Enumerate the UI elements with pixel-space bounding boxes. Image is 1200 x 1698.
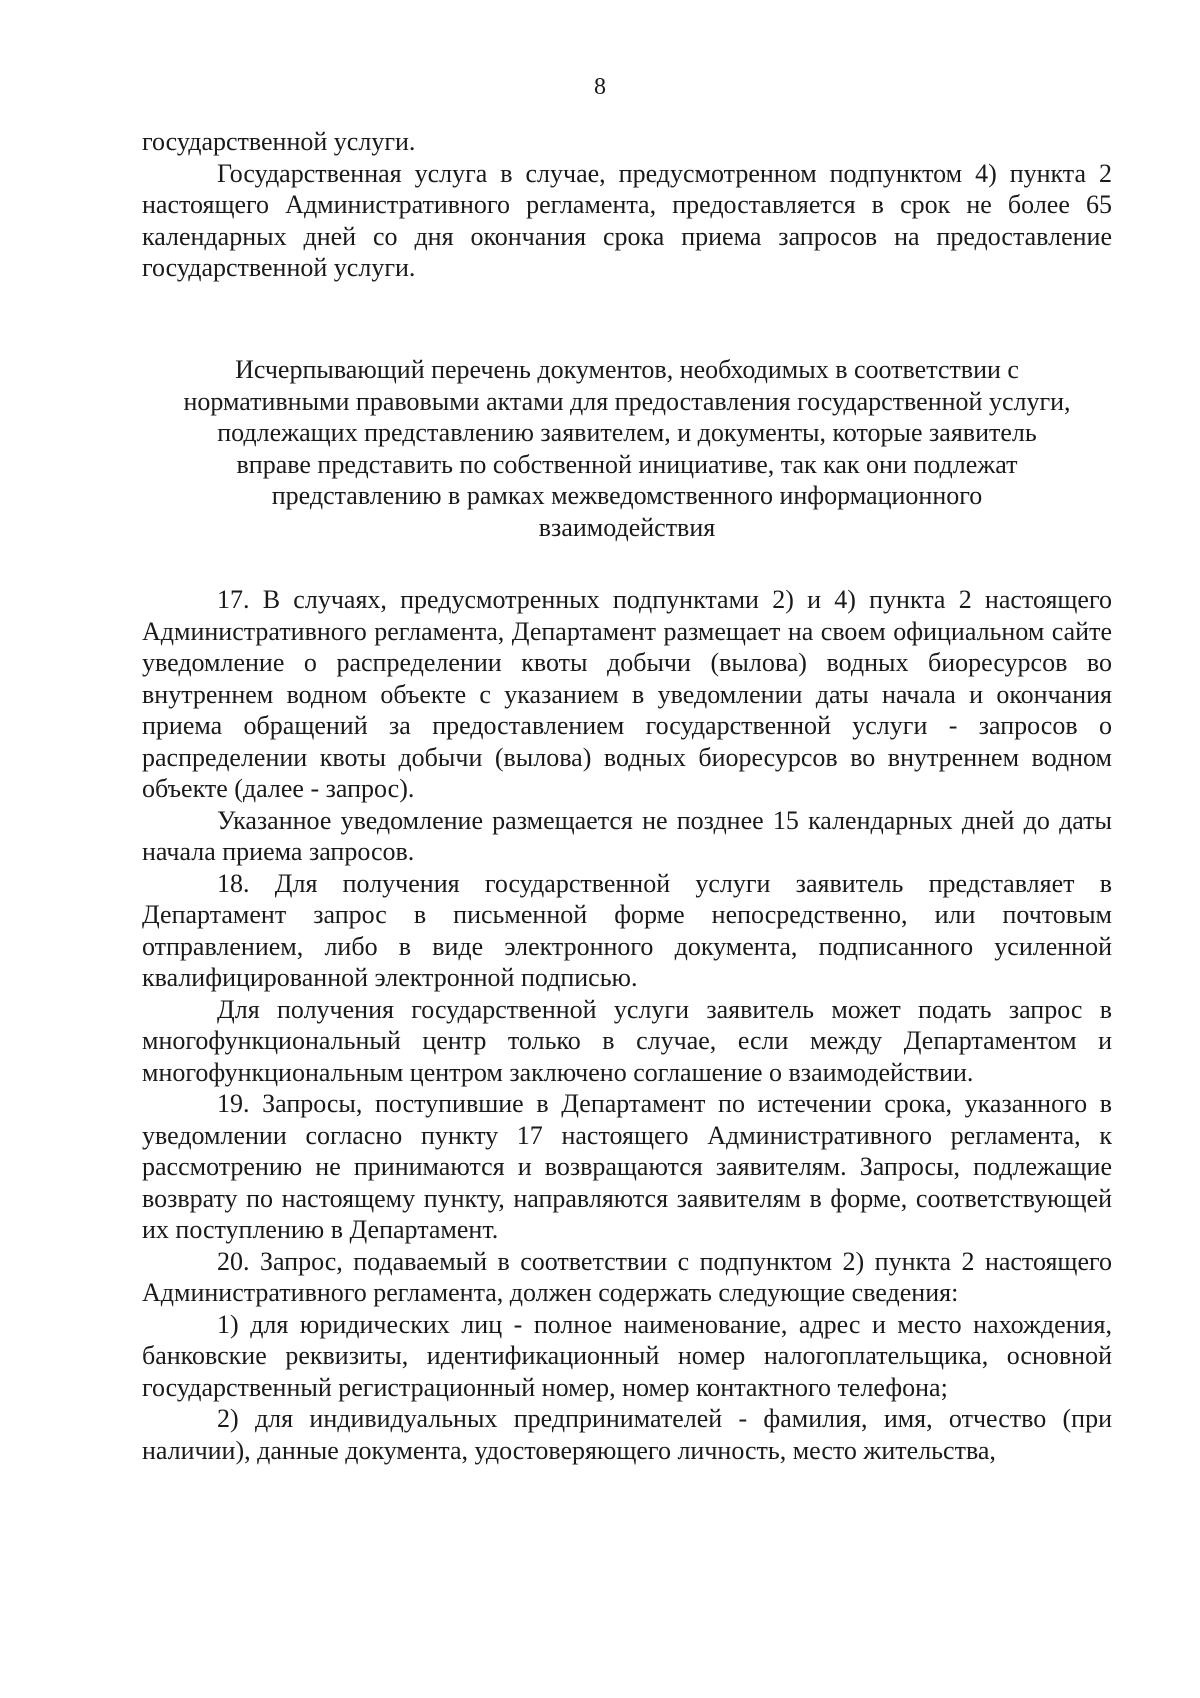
intro-block bbox=[142, 126, 1112, 284]
section-heading-line: вправе представить по собственной инициативе, так как они подлежат bbox=[236, 449, 1018, 479]
paragraph-17: 17. В случаях, предусмотренных подпунктами 2) и 4) пункта 2 настоящего Административного регламента, Департамент размещает на своем официальном сайте уведомление о распределении квоты добычи (вылова) водных биоресурсов во внутреннем водном объекте с указанием в уведомлении даты начала и окончания приема обращений за предоставлением государственной услуги - запросов о распределении квоты добычи (вылова) водных биоресурсов во внутреннем водном объекте (далее - запрос). bbox=[142, 585, 1112, 803]
section-heading-line: подлежащих представлению заявителем, и документы, которые заявитель bbox=[217, 418, 1037, 447]
section-heading-line: нормативными правовыми актами для предоставления государственной услуги, bbox=[183, 386, 1071, 416]
main-text-block bbox=[142, 584, 1112, 1466]
page-number: 8 bbox=[594, 74, 606, 100]
intro-paragraph: Государственная услуга в случае, предусмотренном подпунктом 4) пункта 2 настоящего Административного регламента, предоставляется в срок не более 65 календарных дней со дня окончания срока приема запросов на предоставление государственной услуги. bbox=[142, 158, 1112, 282]
paragraph-18: 18. Для получения государственной услуги заявитель представляет в Департамент запрос в письменной форме непосредственно, или почтовым отправлением, либо в виде электронного документа, подписанного усиленной квалифицированной электронной подписью. bbox=[142, 868, 1112, 992]
section-heading-line: взаимодействия bbox=[538, 512, 716, 542]
intro-paragraph: государственной услуги. bbox=[142, 127, 416, 156]
list-item-entrepreneurs: 2) для индивидуальных предпринимателей - фамилия, имя, отчество (при наличии), данные документа, удостоверяющего личность, место жительства, bbox=[142, 1404, 1112, 1465]
paragraph-19: 19. Запросы, поступившие в Департамент по истечении срока, указанного в уведомлении согласно пункту 17 настоящего Административного регламента, к рассмотрению не принимаются и возвращаются заявителям. Запросы, подлежащие возврату по настоящему пункту, направляются заявителям в форме, соответствующей их поступлению в Департамент. bbox=[142, 1089, 1112, 1244]
paragraph-notice: Указанное уведомление размещается не позднее 15 календарных дней до даты начала приема запросов. bbox=[142, 805, 1112, 866]
list-item-legal-entities: 1) для юридических лиц - полное наименование, адрес и место нахождения, банковские реквизиты, идентификационный номер налогоплательщика, основной государственный регистрационный номер, номер контактного телефона; bbox=[142, 1309, 1112, 1402]
section-heading-line: Исчерпывающий перечень документов, необходимых в соответствии с bbox=[235, 355, 1019, 384]
paragraph-mfc: Для получения государственной услуги заявитель может подать запрос в многофункциональный центр только в случае, если между Департаментом и многофункциональным центром заключено соглашение о взаимодействии. bbox=[142, 994, 1112, 1087]
section-heading bbox=[142, 354, 1112, 543]
section-heading-line: представлению в рамках межведомственного информационного bbox=[271, 481, 983, 510]
paragraph-20: 20. Запрос, подаваемый в соответствии с подпунктом 2) пункта 2 настоящего Административного регламента, должен содержать следующие сведения: bbox=[142, 1246, 1112, 1307]
